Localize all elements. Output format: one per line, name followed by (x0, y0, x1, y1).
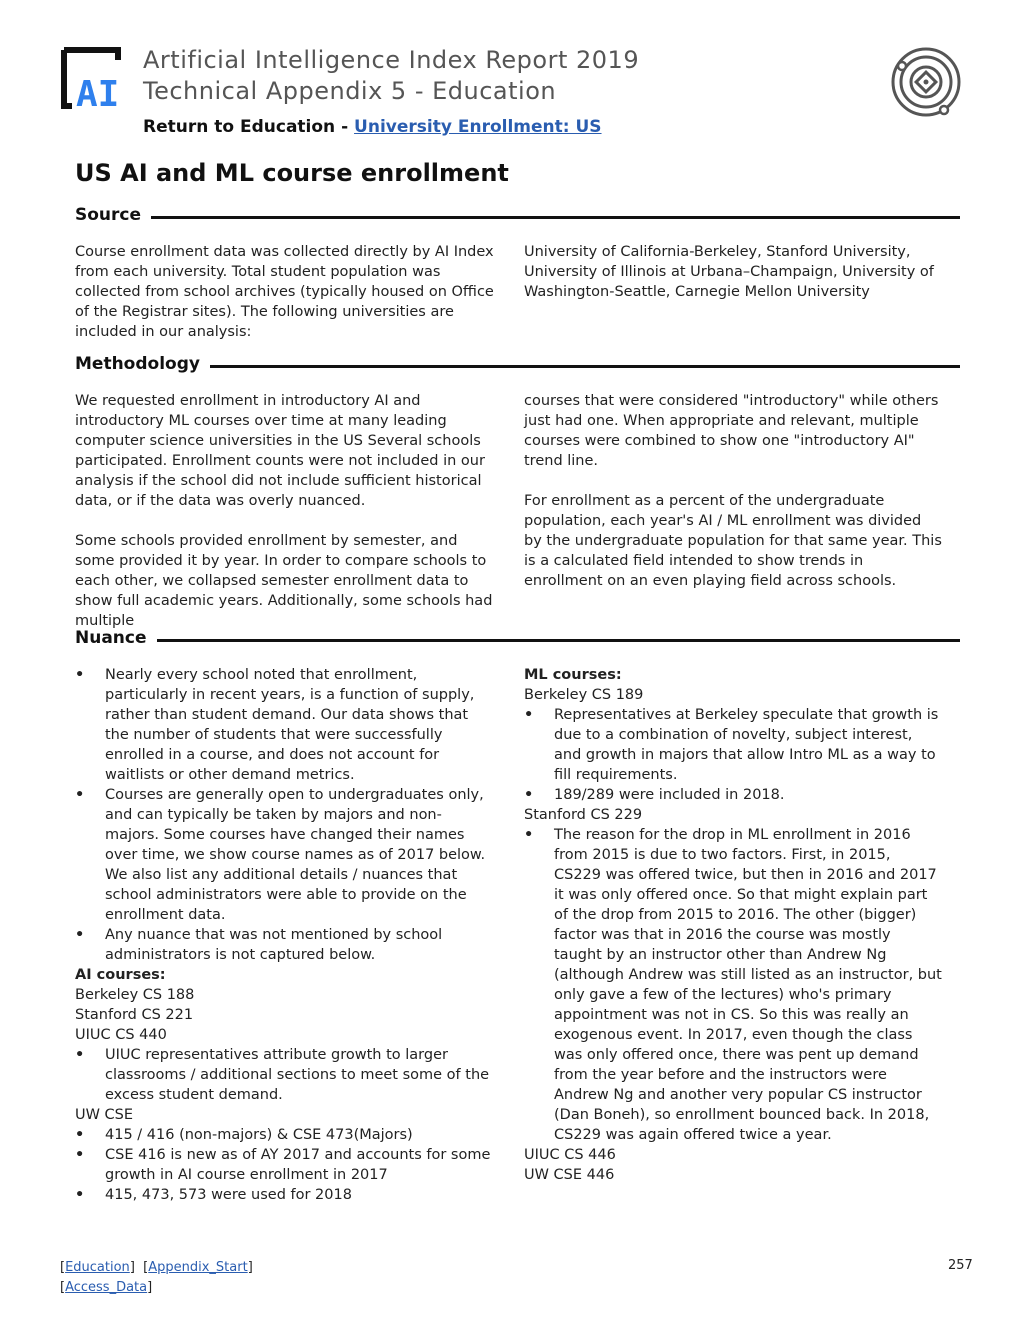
methodology-paragraph: For enrollment as a percent of the undergraduate population, each year's AI / ML enrollment was divided by the undergraduate population for that same year. This is a calculated field intended to show trends in enrollment on an even playing field across schools. (524, 493, 942, 589)
orbit-emblem-icon (888, 44, 964, 120)
svg-text:AI: AI (76, 74, 120, 110)
ml-course-item: Stanford CS 229 (524, 807, 643, 823)
nuance-bullet: • Nearly every school noted that enrollment, particularly in recent years, is a function of supply, rather than student demand. Our data shows that the number of students that were successfully enrolled in a course, and does not account for waitlists or other demand metrics. (75, 665, 495, 785)
ai-course-item: Berkeley CS 188 (75, 987, 195, 1003)
nuance-heading-label: Nuance (75, 628, 147, 648)
footer-appendix-link[interactable]: Appendix_Start (148, 1260, 248, 1275)
methodology-paragraph: courses that were considered "introductory" while others just had one. When appropriate and relevant, multiple courses were combined to show one "introductory AI" trend line. (524, 393, 939, 469)
ai-courses-heading: AI courses: (75, 967, 166, 983)
nuance-right-column (524, 665, 942, 1185)
methodology-right-text (524, 391, 942, 591)
methodology-left-text (75, 391, 495, 631)
methodology-paragraph: We requested enrollment in introductory AI and introductory ML courses over time at many leading computer science universities in the US Several schools participated. Enrollment counts were not included in our analysis if the school did not include sufficient historical data, or if the data was overly nuanced. (75, 393, 485, 509)
university-enrollment-link[interactable]: University Enrollment: US (354, 117, 602, 137)
source-left-text (75, 242, 495, 342)
berkeley-note: • Representatives at Berkeley speculate that growth is due to a combination of novelty, subject interest, and growth in majors that allow Intro ML as a way to fill requirements. (524, 705, 942, 785)
source-left-paragraph: Course enrollment data was collected directly by AI Index from each university. Total student population was collected from school archives (typically housed on Office of the Registrar sites). The following universities are included in our analysis: (75, 244, 494, 340)
uw-note: • CSE 416 is new as of AY 2017 and accounts for some growth in AI course enrollment in 2017 (75, 1145, 495, 1185)
ml-course-item: UIUC CS 446 (524, 1147, 616, 1163)
nuance-bullet: • Courses are generally open to undergraduates only, and can typically be taken by majors and non-majors. Some courses have changed their names over time, we show course names as of 2017 below. We also list any additional details / nuances that school administrators were able to provide on the enrollment data. (75, 785, 495, 925)
section-divider (151, 216, 960, 219)
ml-courses-heading: ML courses: (524, 667, 622, 683)
methodology-paragraph: Some schools provided enrollment by semester, and some provided it by year. In order to compare schools to each other, we collapsed semester enrollment data to show full academic years. Additionally, some schools had multiple (75, 533, 493, 629)
uiuc-note: • UIUC representatives attribute growth to larger classrooms / additional sections to meet some of the excess student demand. (75, 1045, 495, 1105)
berkeley-note: • 189/289 were included in 2018. (524, 785, 942, 805)
nuance-heading (75, 626, 960, 650)
uw-cse-label: UW CSE (75, 1107, 134, 1123)
footer-access-data-link[interactable]: Access_Data (65, 1280, 148, 1295)
report-title: Artificial Intelligence Index Report 2019 (143, 46, 640, 74)
methodology-heading-label: Methodology (75, 354, 200, 374)
source-heading (75, 203, 960, 227)
methodology-heading (75, 352, 960, 376)
page-title: US AI and ML course enrollment (75, 159, 509, 187)
section-divider (157, 639, 960, 642)
section-divider (210, 365, 960, 368)
stanford-note: • The reason for the drop in ML enrollment in 2016 from 2015 is due to two factors. First, in 2015, CS229 was offered twice, but then in 2016 and 2017 it was only offered once. So that might explain part of the drop from 2015 to 2016. The other (bigger) factor was that in 2016 the course was mostly taught by an instructor other than Andrew Ng (although Andrew was still listed as an instructor, but only gave a few of the lectures) who's primary appointment was not in CS. So this was really an exogenous event. In 2017, even though the class was only offered once, there was pent up demand from the year before and the instructors were Andrew Ng and another very popular CS instructor (Dan Boneh), so enrollment bounced back. In 2018, CS229 was again offered twice a year. (524, 825, 942, 1145)
ai-index-logo (58, 46, 130, 110)
uw-note: • 415, 473, 573 were used for 2018 (75, 1185, 495, 1205)
footer-education-link[interactable]: Education (65, 1260, 130, 1275)
page-number: 257 (948, 1258, 973, 1273)
source-heading-label: Source (75, 205, 142, 225)
return-prefix: Return to Education - (143, 117, 355, 137)
nuance-bullet: • Any nuance that was not mentioned by school administrators is not captured below. (75, 925, 495, 965)
ml-course-item: UW CSE 446 (524, 1167, 615, 1183)
ai-course-item: UIUC CS 440 (75, 1027, 167, 1043)
uw-note: • 415 / 416 (non-majors) & CSE 473(Majors) (75, 1125, 495, 1145)
footer-links: [Education] [Appendix_Start] [Access_Data] (60, 1260, 253, 1295)
nuance-left-column (75, 665, 495, 1205)
return-line (143, 117, 602, 137)
ml-course-item: Berkeley CS 189 (524, 687, 644, 703)
universities-list: University of California-Berkeley, Stanford University, University of Illinois at Urbana–Champaign, University of Washington-Seattle, Carnegie Mellon University (524, 244, 934, 300)
source-right-text (524, 242, 942, 302)
appendix-subtitle: Technical Appendix 5 - Education (143, 77, 557, 105)
ai-course-item: Stanford CS 221 (75, 1007, 194, 1023)
